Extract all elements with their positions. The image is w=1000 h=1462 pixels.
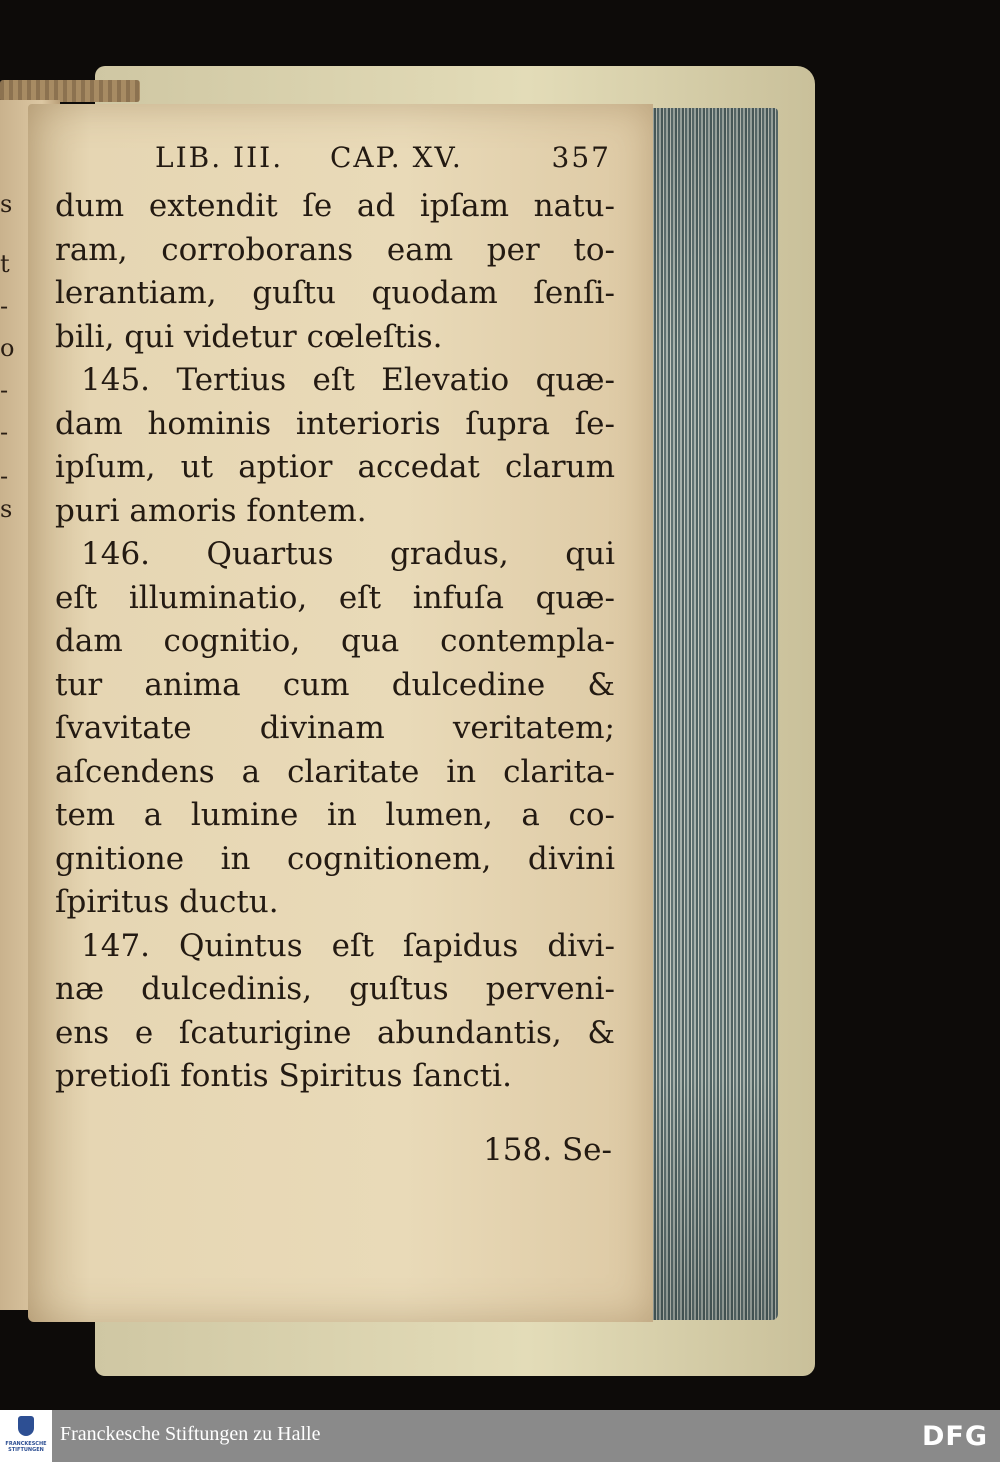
text-line: tem a lumine in lumen, a co- [55, 797, 615, 833]
text-line: dum extendit ſe ad ipſam natu- [55, 188, 615, 224]
text-line: ipſum, ut aptior accedat clarum [55, 449, 615, 485]
institution-name[interactable]: Franckesche Stiftungen zu Halle [60, 1423, 321, 1445]
left-fragment: s [0, 495, 13, 521]
text-line: tur anima cum dulcedine & [55, 666, 615, 703]
binding-strip [0, 80, 140, 102]
text-line: pretioſi fontis Spiritus ſancti. [55, 1058, 512, 1094]
text-line: dam cognitio, qua contempla- [55, 623, 615, 659]
page-edges-shade [650, 108, 778, 1320]
text-line: eſt illuminatio, eſt infuſa quæ- [55, 579, 615, 616]
left-page-fragments [0, 100, 20, 640]
text-line: lerantiam, guſtu quodam ſenſi- [55, 275, 615, 311]
paragraph-145-start: 145. Tertius eſt Elevatio quæ- [81, 362, 615, 398]
page-text [55, 133, 615, 1099]
paragraph-146-start: 146. Quartus gradus, qui [81, 536, 615, 572]
text-line: aſcendens a claritate in clarita- [55, 753, 615, 790]
text-line: ſpiritus ductu. [55, 884, 279, 920]
franckesche-stiftungen-logo[interactable] [0, 1410, 52, 1462]
text-line: ens e ſcaturigine abundantis, & [55, 1014, 615, 1051]
logo-text: FRANCKESCHE STIFTUNGEN [5, 1441, 47, 1453]
running-head [55, 133, 615, 185]
left-fragment: - [0, 418, 9, 444]
left-fragment: s [0, 190, 13, 216]
dfg-logo[interactable]: DFG [921, 1421, 988, 1452]
left-fragment: o [0, 334, 14, 360]
chapter-number: CAP. XV. [330, 141, 463, 174]
left-fragment: - [0, 376, 9, 402]
text-line: ram, corroborans eam per to- [55, 231, 615, 268]
book-number: LIB. III. [155, 141, 284, 174]
left-fragment: t [0, 250, 10, 276]
catchword: 158. Se- [483, 1132, 612, 1168]
text-line: puri amoris fontem. [55, 492, 367, 529]
text-line: ſvavitate divinam veritatem; [55, 710, 615, 746]
text-line: dam hominis interioris ſupra ſe- [55, 405, 615, 442]
paragraph-147-start: 147. Quintus eſt ſapidus divi- [81, 927, 615, 964]
crest-icon [18, 1416, 34, 1436]
text-line: næ dulcedinis, guſtus perveni- [55, 971, 615, 1007]
text-line: gnitione in cognitionem, divini [55, 840, 615, 877]
footer-bar [0, 1410, 1000, 1462]
text-line: bili, qui videtur cœleſtis. [55, 318, 443, 355]
left-fragment: - [0, 462, 9, 488]
left-fragment: - [0, 292, 9, 318]
page-number: 357 [551, 141, 611, 174]
